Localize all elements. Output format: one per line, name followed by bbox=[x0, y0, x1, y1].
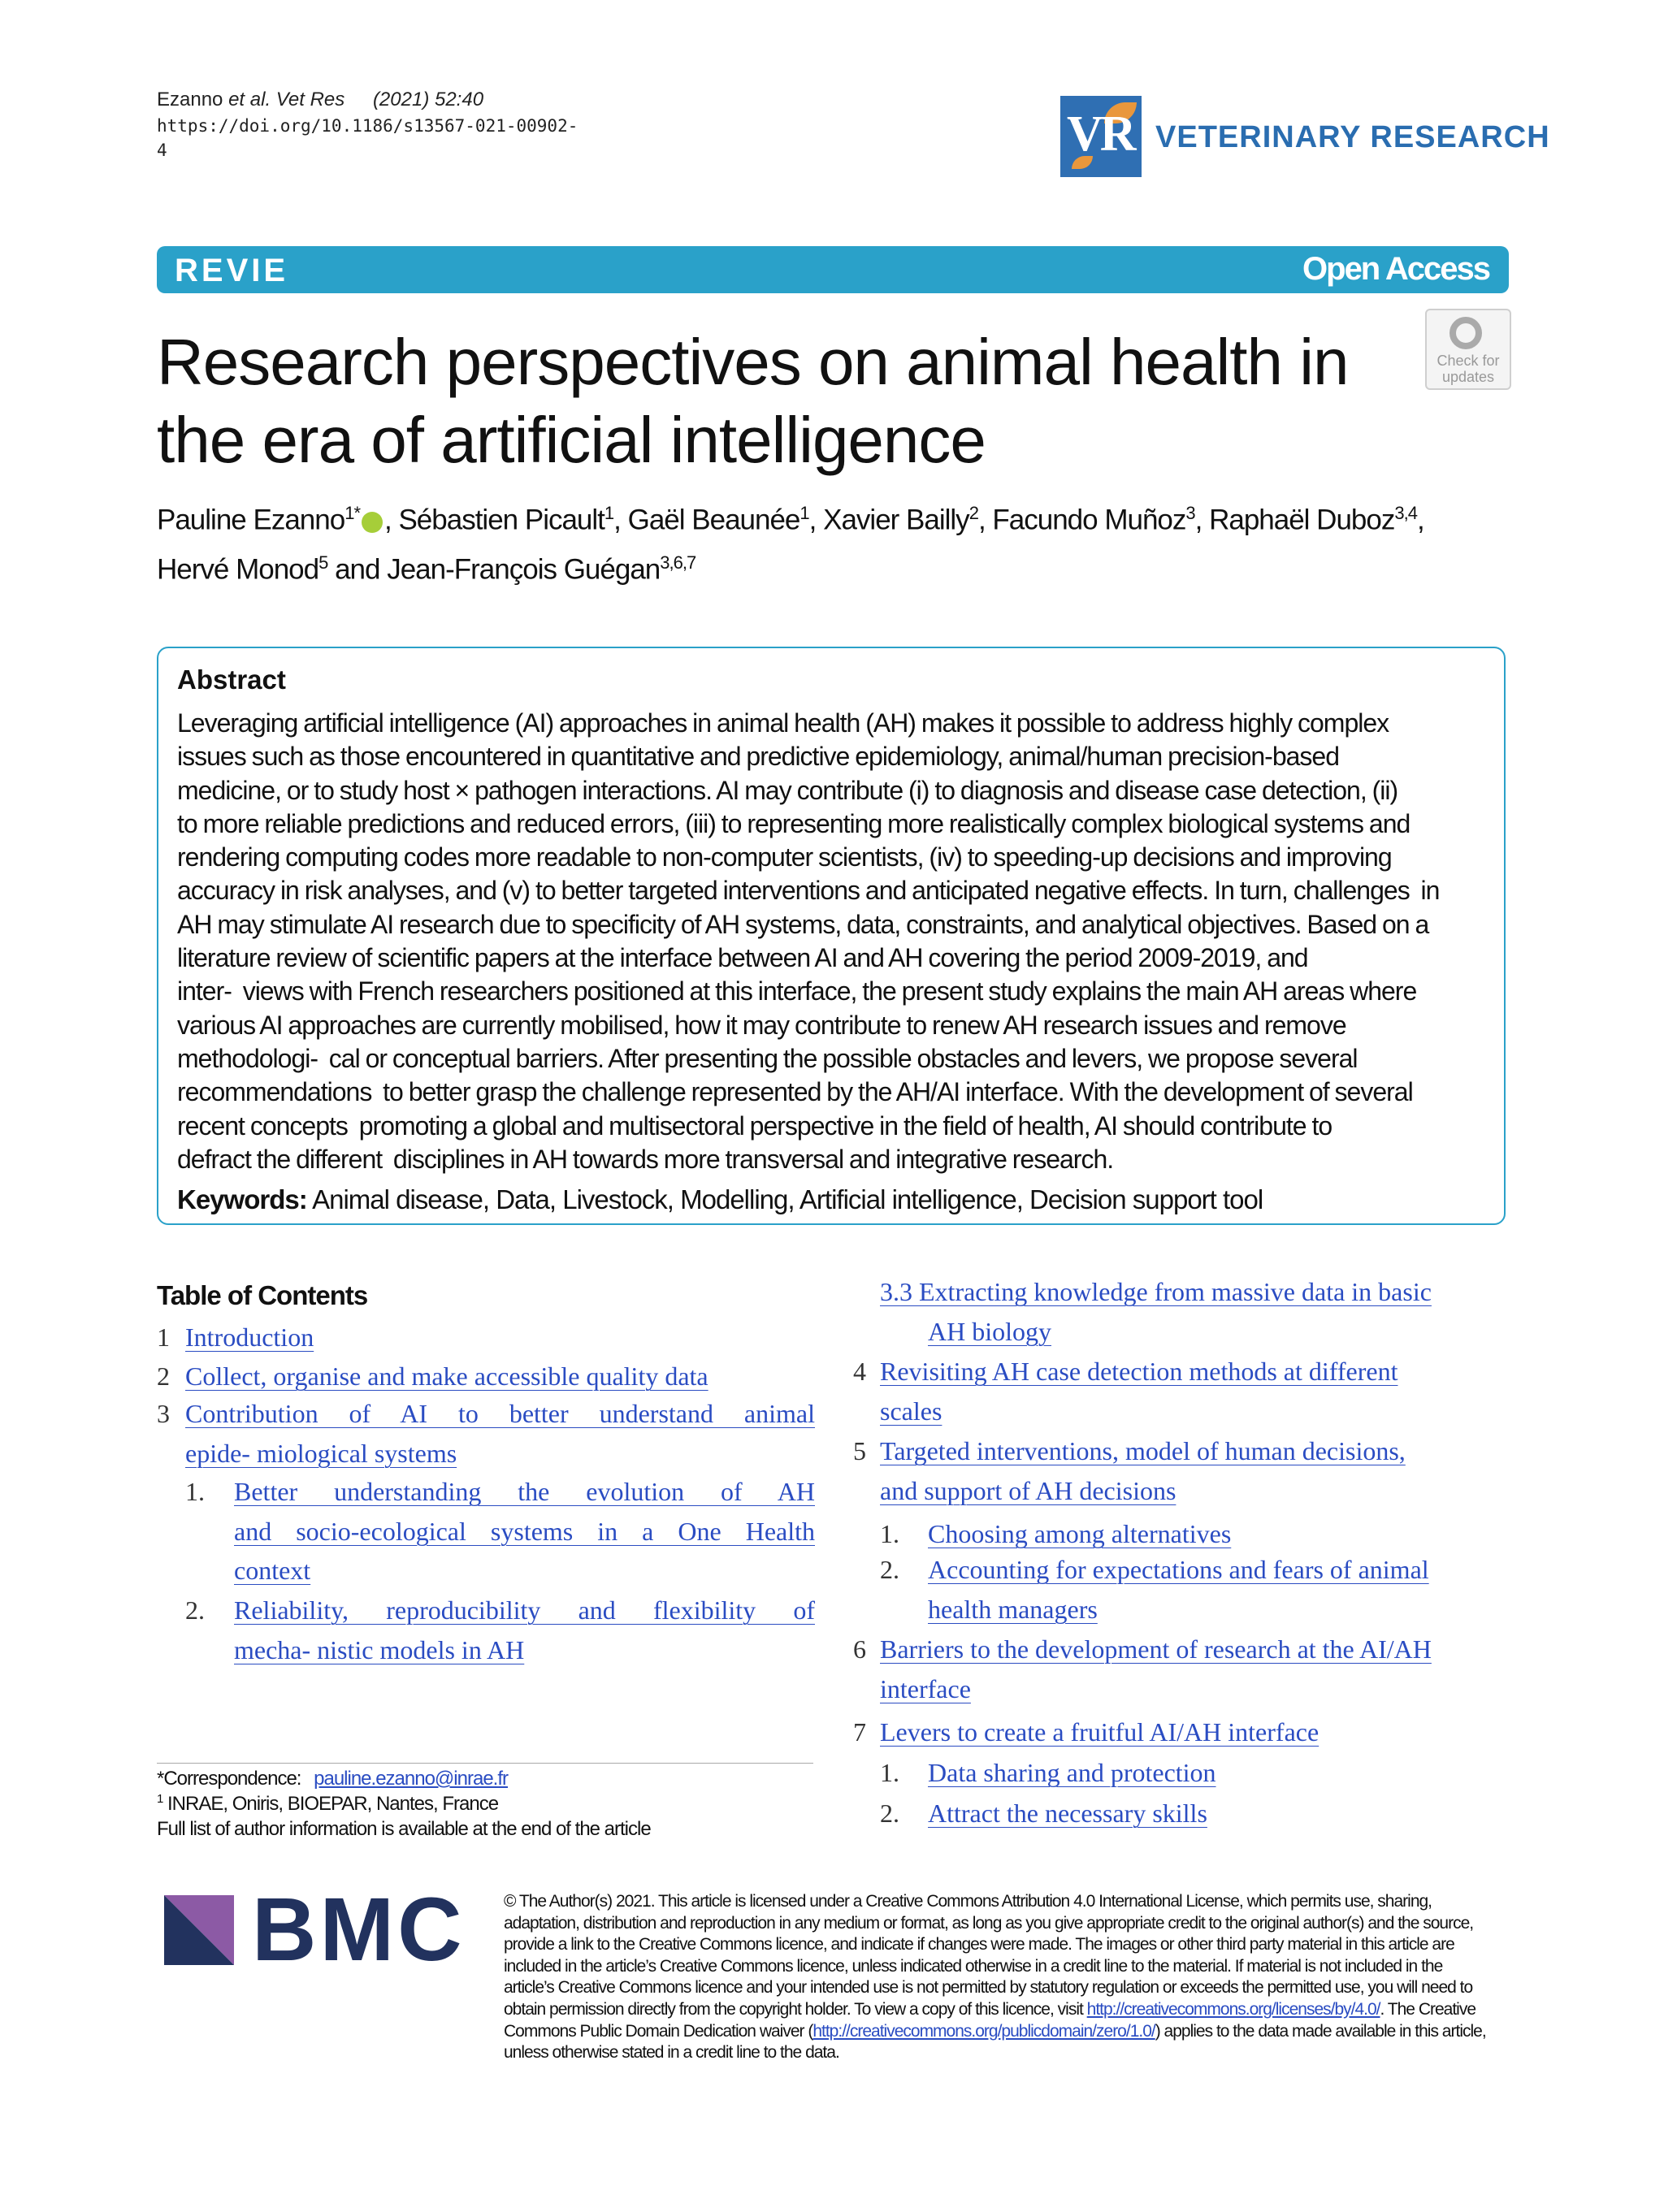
citation-journal: Vet Res bbox=[275, 89, 345, 110]
author-affiliation-sup: 3,4 bbox=[1394, 503, 1417, 523]
correspondence-email-link[interactable]: pauline.ezanno@inrae.fr bbox=[314, 1768, 508, 1790]
affiliation-sup: 1 bbox=[157, 1792, 163, 1806]
toc-item-number: 2. bbox=[880, 1555, 899, 1584]
toc-link[interactable]: Levers to create a fruitful AI/AH interface bbox=[880, 1717, 1320, 1747]
author-affiliation-sup: 3 bbox=[1185, 503, 1195, 523]
author-affiliation-sup: 5 bbox=[318, 552, 328, 573]
toc-link[interactable]: Targeted interventions, model of human decisions, bbox=[880, 1436, 1406, 1465]
abstract-line: defract the different disciplines in AH towards more transversal and integrative research. bbox=[177, 1144, 1114, 1174]
toc-link[interactable]: AH biology bbox=[928, 1316, 1051, 1346]
toc-item-number: 4 bbox=[853, 1357, 866, 1386]
author-name[interactable]: Hervé Monod bbox=[157, 553, 319, 586]
author-affiliation-sup: 3,6,7 bbox=[660, 552, 696, 573]
toc-item-number: 1 bbox=[157, 1322, 170, 1352]
toc-link[interactable]: and socio-ecological systems in a One Health bbox=[234, 1516, 815, 1546]
abstract-line: various AI approaches are currently mobilised, how it may contribute to renew AH research issues and remove bbox=[177, 1010, 1346, 1040]
open-access-label: Open Access bbox=[1302, 251, 1489, 287]
toc-link[interactable]: Attract the necessary skills bbox=[928, 1799, 1207, 1828]
license-text-part: ) applies to the data made available in this article, unless otherwise stated in a credit line to the data. bbox=[504, 2021, 1486, 2063]
check-updates-label: Check for updates bbox=[1436, 353, 1500, 385]
doi-link[interactable]: https://doi.org/10.1186/s13567-021-00902-4 bbox=[157, 116, 578, 160]
license-text bbox=[504, 1891, 1495, 2064]
toc-item-number: 1. bbox=[880, 1758, 899, 1787]
toc-item-number: 1. bbox=[185, 1477, 205, 1506]
abstract-line: rendering computing codes more readable to non-computer scientists, (iv) to speeding-up decisions and improving bbox=[177, 842, 1392, 872]
journal-name: VETERINARY RESEARCH bbox=[1155, 120, 1550, 154]
abstract-line: recommendations to better grasp the challenge represented by the AH/AI interface. With the development of several bbox=[177, 1077, 1413, 1107]
toc-item bbox=[0, 1352, 1664, 1431]
toc-item bbox=[0, 1630, 1664, 1708]
toc-item-number: 1. bbox=[880, 1519, 899, 1548]
toc-link[interactable]: Choosing among alternatives bbox=[928, 1519, 1232, 1548]
abstract-line: Leveraging artificial intelligence (AI) approaches in animal health (AH) makes it possible to address highly complex bbox=[177, 708, 1389, 738]
author-name[interactable]: Gaël Beaunée bbox=[627, 504, 800, 536]
author-affiliation-sup: 1 bbox=[604, 503, 614, 523]
abstract-line: to more reliable predictions and reduced errors, (iii) to representing more realistically complex biological systems and bbox=[177, 808, 1410, 838]
author-name[interactable]: Jean-François Guégan bbox=[387, 553, 661, 586]
toc-link[interactable]: context bbox=[234, 1556, 311, 1585]
abstract-heading: Abstract bbox=[177, 664, 286, 695]
toc-item bbox=[0, 1272, 1664, 1351]
toc-item-number: 2. bbox=[185, 1595, 205, 1625]
license-text-part: © The Author(s) 2021. This article is licensed under a Creative Commons Attribution 4.0 International License, which permits use, sharing, adaptation, distribution and reproduction in any medium or format, as long as you give appropriate credit to the original author(s) and the source, provide a link to the Creative Commons licence, and indicate if changes were made. The images or other third party material in this article are included in the article’s Creative Commons licence, unless indicated otherwise in a credit line to the material. If material is not included in the article’s Creative Commons licence and your intended use is not permitted by statutory regulation or exceeds the permitted use, you will need to obtain permission directly from the copyright holder. To view a copy of this licence, visit bbox=[504, 1892, 1474, 2019]
author-list: Pauline Ezanno$^{1*}$ , Sébastien Picault$^1$, Gaël Beaunée$^1$, Xavier Bailly$^2$, Facundo Muñoz$^3$, Raphaël Duboz$^{3,4}$, Hervé Monod$^5$ and Jean-François Guégan$^{3,6,7}$ bbox=[157, 503, 1424, 586]
abstract-line: literature review of scientific papers at the interface between AI and AH covering the period 2009-2019, and bbox=[177, 943, 1308, 973]
abstract-line: AH may stimulate AI research due to specificity of AH systems, data, constraints, and analytical objectives. Based on a bbox=[177, 909, 1429, 939]
toc-link[interactable]: interface bbox=[880, 1673, 971, 1703]
cc-by-license-link[interactable]: http://creativecommons.org/licenses/by/4.0/ bbox=[1086, 1999, 1380, 2019]
author-affiliation-sup: 1 bbox=[800, 503, 809, 523]
toc-link[interactable]: 3.3 Extracting knowledge from massive data in basic bbox=[880, 1277, 1432, 1306]
toc-link[interactable]: epide- miological systems bbox=[185, 1438, 457, 1468]
citation-authors: Ezanno bbox=[157, 89, 223, 110]
publisher-logo: BMC bbox=[252, 1880, 466, 1980]
affiliation-note bbox=[157, 1792, 498, 1816]
toc-link[interactable]: Collect, organise and make accessible quality data bbox=[185, 1361, 708, 1391]
toc-link[interactable]: Data sharing and protection bbox=[928, 1758, 1216, 1787]
abstract-line: issues such as those encountered in quantitative and predictive epidemiology, animal/human precision-based bbox=[177, 742, 1339, 772]
license-text-part: . The Creative Commons Public Domain Dedication waiver ( bbox=[504, 1999, 1476, 2041]
cc0-waiver-link[interactable]: http://creativecommons.org/publicdomain/zero/1.0/ bbox=[812, 2021, 1155, 2041]
toc-item bbox=[0, 1550, 1664, 1629]
citation-year: (2021) 52:40 bbox=[372, 89, 484, 110]
logo-letters: VR bbox=[1067, 106, 1133, 162]
toc-item-number: 2 bbox=[157, 1361, 170, 1391]
citation-etal: et al. bbox=[228, 89, 271, 110]
toc-link[interactable]: mecha- nistic models in AH bbox=[234, 1634, 525, 1664]
toc-item bbox=[0, 1431, 1664, 1510]
toc-link[interactable]: Contribution of AI to better understand animal bbox=[185, 1399, 815, 1428]
footnote-divider bbox=[157, 1763, 813, 1764]
toc-link[interactable]: health managers bbox=[928, 1594, 1098, 1624]
abstract-line: inter- views with French researchers positioned at this interface, the present study explains the main AH areas where bbox=[177, 976, 1417, 1006]
author-info-note: Full list of author information is available at the end of the article bbox=[157, 1818, 651, 1840]
abstract-line: accuracy in risk analyses, and (v) to better targeted interventions and anticipated negative effects. In turn, challenges in bbox=[177, 876, 1440, 906]
toc-link[interactable]: and support of AH decisions bbox=[880, 1475, 1176, 1505]
toc-heading: Table of Contents bbox=[157, 1280, 368, 1310]
author-name[interactable]: Pauline Ezanno bbox=[157, 504, 345, 536]
author-name[interactable]: Xavier Bailly bbox=[823, 504, 969, 536]
toc-link[interactable]: Accounting for expectations and fears of animal bbox=[928, 1555, 1429, 1584]
toc-link[interactable]: Barriers to the development of research at the AI/AH bbox=[880, 1634, 1432, 1664]
toc-link[interactable]: Introduction bbox=[185, 1322, 314, 1352]
keywords-list: Animal disease, Data, Livestock, Modelling, Artificial intelligence, Decision support tool bbox=[312, 1184, 1263, 1214]
abstract-line: recent concepts promoting a global and multisectoral perspective in the field of health, AI should contribute to bbox=[177, 1110, 1332, 1141]
toc-item bbox=[0, 1712, 1664, 1752]
author-affiliation-sup: 2 bbox=[968, 503, 978, 523]
toc-link[interactable]: Better understanding the evolution of AH bbox=[234, 1477, 815, 1506]
toc-item-number: 2. bbox=[880, 1799, 899, 1828]
correspondence-label: *Correspondence: bbox=[157, 1768, 301, 1790]
toc-item-number: 7 bbox=[853, 1717, 866, 1747]
toc-item bbox=[0, 1514, 1664, 1554]
keywords-label: Keywords: bbox=[177, 1184, 307, 1214]
bmc-logo-mark bbox=[164, 1895, 234, 1965]
toc-item-number: 6 bbox=[853, 1634, 866, 1664]
abstract-line: medicine, or to study host × pathogen interactions. AI may contribute (i) to diagnosis and disease case detection, (ii) bbox=[177, 775, 1398, 805]
author-name[interactable]: Raphaël Duboz bbox=[1209, 504, 1395, 536]
article-type: REVIE bbox=[175, 253, 289, 288]
author-name[interactable]: Sébastien Picault bbox=[398, 504, 604, 536]
abstract-line: methodologi- cal or conceptual barriers. After presenting the possible obstacles and levers, we propose several bbox=[177, 1043, 1358, 1073]
toc-item-number: 5 bbox=[853, 1436, 866, 1465]
article-title: Research perspectives on animal health in the era of artificial intelligence bbox=[157, 326, 1349, 476]
affiliation-text: INRAE, Oniris, BIOEPAR, Nantes, France bbox=[167, 1793, 499, 1815]
toc-item-number: 3 bbox=[157, 1399, 170, 1428]
correspondence-note bbox=[157, 1768, 508, 1790]
author-name[interactable]: Facundo Muñoz bbox=[992, 504, 1186, 536]
toc-link[interactable]: scales bbox=[880, 1396, 942, 1426]
toc-link[interactable]: Revisiting AH case detection methods at different bbox=[880, 1357, 1398, 1386]
toc-link[interactable]: Reliability, reproducibility and flexibility of bbox=[234, 1595, 815, 1625]
author-affiliation-sup: 1* bbox=[344, 503, 360, 523]
